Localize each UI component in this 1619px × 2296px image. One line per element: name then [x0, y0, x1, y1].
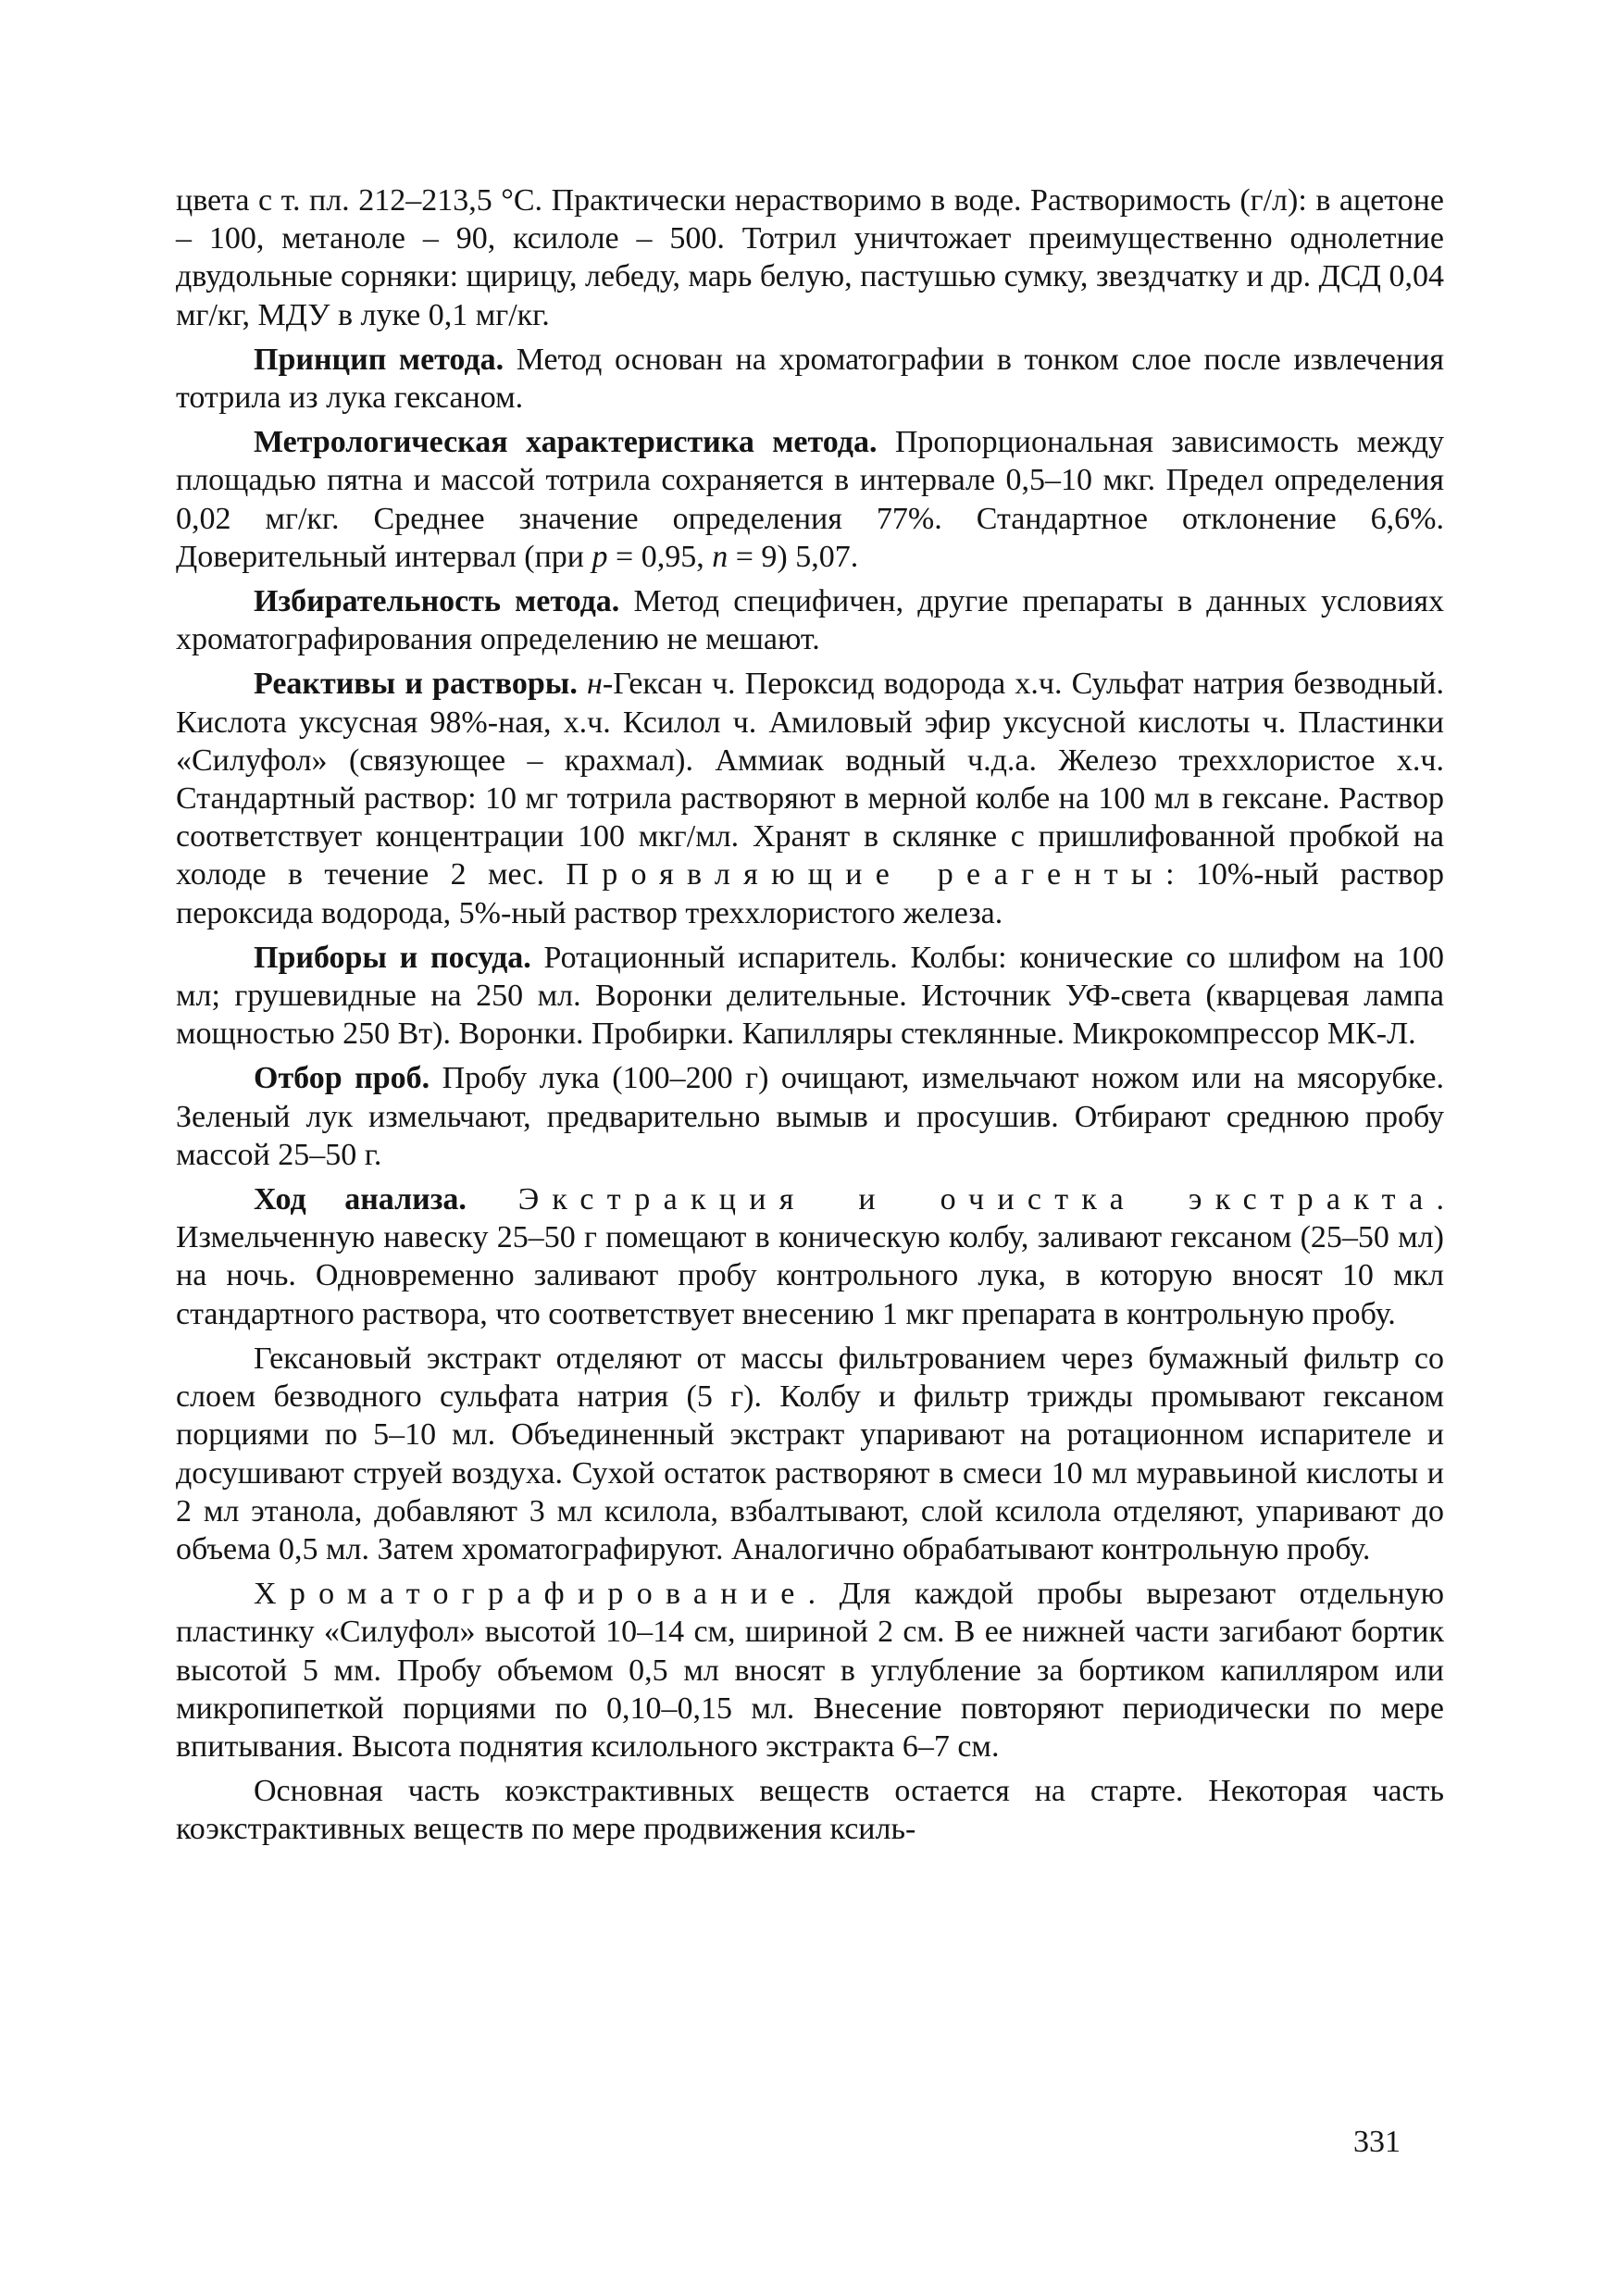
symbol-n: н [587, 667, 603, 702]
section-heading: Принцип метода. [254, 342, 504, 377]
paragraph-text: = 9) 5,07. [728, 539, 859, 574]
section-heading: Отбор проб. [254, 1061, 430, 1096]
paragraph-text: Гексановый экстракт отделяют от массы фильтрованием через бумажный фильтр со слоем безводного сульфата натрия (5 г). Колбу и фильтр трижды промывают гексаном порциями по 5–10 мл. Объединенный экстракт упаривают на ротационном испарителе и досушивают струей воздуха. Сухой остаток растворяют в смеси 10 мл муравьиной кислоты и 2 мл этанола, добавляют 3 мл ксилола, взбалтывают, слой ксилола отделяют, упаривают до объема 0,5 мл. Затем хроматографируют. Аналогично обрабатывают контрольную пробу. [176, 1341, 1444, 1566]
paragraph-text: цвета с т. пл. 212–213,5 °С. Практически нерастворимо в воде. Растворимость (г/л): в ацетоне – 100, метаноле – 90, ксилоле – 500. Тотрил уничтожает преимущественно однолетние двудольные сорняки: щирицу, лебеду, марь белую, пастушью сумку, звездчатку и др. ДСД 0,04 мг/кг, МДУ в луке 0,1 мг/кг. [176, 183, 1444, 332]
paragraph-metrology [176, 423, 1444, 576]
paragraph-text: Основная часть коэкстрактивных веществ остается на старте. Некоторая часть коэкстрактивных веществ по мере продвижения ксиль- [176, 1774, 1444, 1847]
paragraph-analysis [176, 1180, 1444, 1333]
paragraph-text: Пропорциональная зависимость между площадью пятна и массой тотрила сохраняется в интервале 0,5–10 мкг. Предел определения 0,02 мг/кг. Среднее значение определения 77%. Стандартное отклонение 6,6%. Доверительный интервал (при [176, 425, 1444, 574]
spaced-heading: Экстракция и очистка экстракта [466, 1182, 1437, 1217]
symbol-p: p [592, 539, 608, 574]
paragraph-chromatography [176, 1575, 1444, 1766]
paragraph-text: Ротационный испаритель. Колбы: конические со шлифом на 100 мл; грушевидные на 250 мл. Воронки делительные. Источник УФ-света (кварцевая лампа мощностью 250 Вт). Воронки. Пробирки. Капилляры стеклянные. Микрокомпрессор МК-Л. [176, 940, 1444, 1052]
paragraph-text: = 0,95, [607, 539, 713, 574]
spaced-heading: Проявляющие реагенты [566, 857, 1166, 892]
paragraph-sampling [176, 1059, 1444, 1174]
section-heading: Метрологическая характеристика метода. [254, 425, 878, 460]
paragraph-method-principle [176, 341, 1444, 417]
paragraph-text [578, 667, 587, 701]
paragraph-text: . Измельченную навеску 25–50 г помещают в коническую колбу, заливают гексаном (25–50 мл) на ночь. Одновременно заливают пробу контрольного лука, в которую вносят 10 мкл стандартного раствора, что соответствует внесению 1 мкг препарата в контрольную пробу. [176, 1182, 1444, 1331]
paragraph-text: -Гексан ч. Пероксид водорода х.ч. Сульфат натрия безводный. Кислота уксусная 98%-ная, х.ч. Ксилол ч. Амиловый эфир уксусной кислоты ч. Пластинки «Силуфол» (связующее – крахмал). Аммиак водный ч.д.а. Железо треххлористое х.ч. Стандартный раствор: 10 мг тотрила растворяют в мерной колбе на 100 мл в гексане. Раствор соответствует концентрации 100 мкг/мл. Хранят в склянке с пришлифованной пробкой на холоде в течение 2 мес. [176, 667, 1445, 892]
page-body [176, 181, 1444, 1849]
paragraph-selectivity [176, 582, 1444, 658]
section-heading: Приборы и посуда. [254, 940, 531, 975]
paragraph-extract [176, 1340, 1444, 1568]
paragraph-equipment [176, 939, 1444, 1054]
paragraph-coextractives [176, 1772, 1444, 1848]
paragraph-text: Пробу лука (100–200 г) очищают, измельчают ножом или на мясорубке. Зеленый лук измельчают, предварительно вымыв и просушив. Отбирают среднюю пробу массой 25–50 г. [176, 1061, 1444, 1172]
paragraph-text: Метод специфичен, другие препараты в данных условиях хроматографирования определению не мешают. [176, 584, 1444, 657]
paragraph-text: . Для каждой пробы вырезают отдельную пластинку «Силуфол» высотой 10–14 см, шириной 2 см. В ее нижней части загибают бортик высотой 5 мм. Пробу объемом 0,5 мл вносят в углубление за бортиком капилляром или микропипеткой порциями по 0,10–0,15 мл. Внесение повторяют периодически по мере впитывания. Высота поднятия ксилольного экстракта 6–7 см. [176, 1577, 1444, 1764]
section-heading: Избирательность метода. [254, 584, 620, 619]
paragraph-text: Метод основан на хроматографии в тонком слое после извлечения тотрила из лука гексаном. [176, 342, 1444, 416]
paragraph-text: : 10%-ный раствор пероксида водорода, 5%-ный раствор треххлористого железа. [176, 857, 1444, 930]
paragraph-properties [176, 181, 1444, 334]
page-number: 331 [1353, 2125, 1401, 2159]
section-heading: Ход анализа. [254, 1182, 467, 1217]
paragraph-reagents [176, 665, 1444, 931]
section-heading: Реактивы и растворы. [254, 667, 578, 702]
spaced-heading: Хроматографирование [254, 1577, 808, 1612]
symbol-n: n [712, 539, 729, 574]
